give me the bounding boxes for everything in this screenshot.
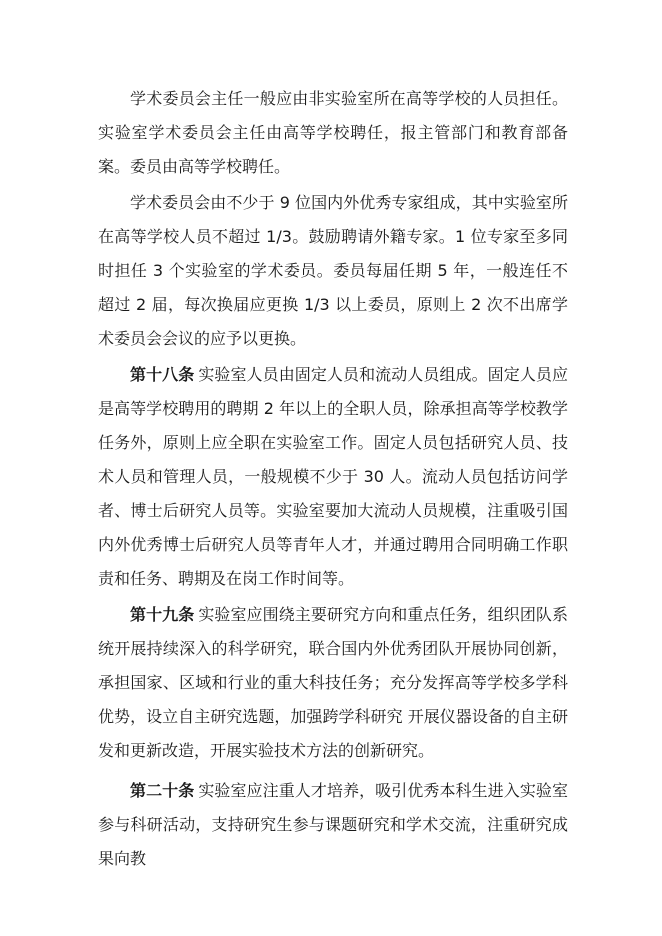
article-number: 第十九条 — [130, 605, 195, 624]
paragraph-text: 学术委员会由不少于 9 位国内外优秀专家组成，其中实验室所在高等学校人员不超过 1/3。鼓励聘请外籍专家。1 位专家至多同时担任 3 个实验室的学术委员。委员每届任期 5 年，一般连任不超过 2 届，每次换届应更换 1/3 以上委员，原则上 2 次不出席学术委员会会议的应予以更换。 — [98, 193, 568, 348]
paragraph-committee-director — [98, 82, 568, 184]
paragraph-text: 实验室人员由固定人员和流动人员组成。固定人员应是高等学校聘用的聘期 2 年以上的全职人员，除承担高等学校教学任务外，原则上应全职在实验室工作。固定人员包括研究人员、技术人员和管理人员，一般规模不少于 30 人。流动人员包括访问学者、博士后研究人员等。实验室要加大流动人员规模，注重吸引国内外优秀博士后研究人员等青年人才，并通过聘用合同明确工作职责和任务、聘期及在岗工作时间等。 — [98, 365, 568, 588]
paragraph-article-19 — [98, 598, 568, 768]
paragraph-committee-composition — [98, 186, 568, 356]
paragraph-text: 实验室应注重人才培养，吸引优秀本科生进入实验室参与科研活动，支持研究生参与课题研究和学术交流，注重研究成果向教 — [98, 781, 568, 868]
article-number: 第十八条 — [130, 365, 195, 384]
paragraph-text: 学术委员会主任一般应由非实验室所在高等学校的人员担任。实验室学术委员会主任由高等学校聘任，报主管部门和教育部备案。委员由高等学校聘任。 — [98, 89, 568, 176]
paragraph-article-18 — [98, 358, 568, 596]
paragraph-article-20 — [98, 774, 568, 876]
article-number: 第二十条 — [130, 781, 195, 800]
paragraph-text: 实验室应围绕主要研究方向和重点任务，组织团队系统开展持续深入的科学研究，联合国内外优秀团队开展协同创新，承担国家、区域和行业的重大科技任务；充分发挥高等学校多学科优势，设立自主研究选题，加强跨学科研究 开展仪器设备的自主研发和更新改造，开展实验技术方法的创新研究。 — [98, 605, 568, 760]
